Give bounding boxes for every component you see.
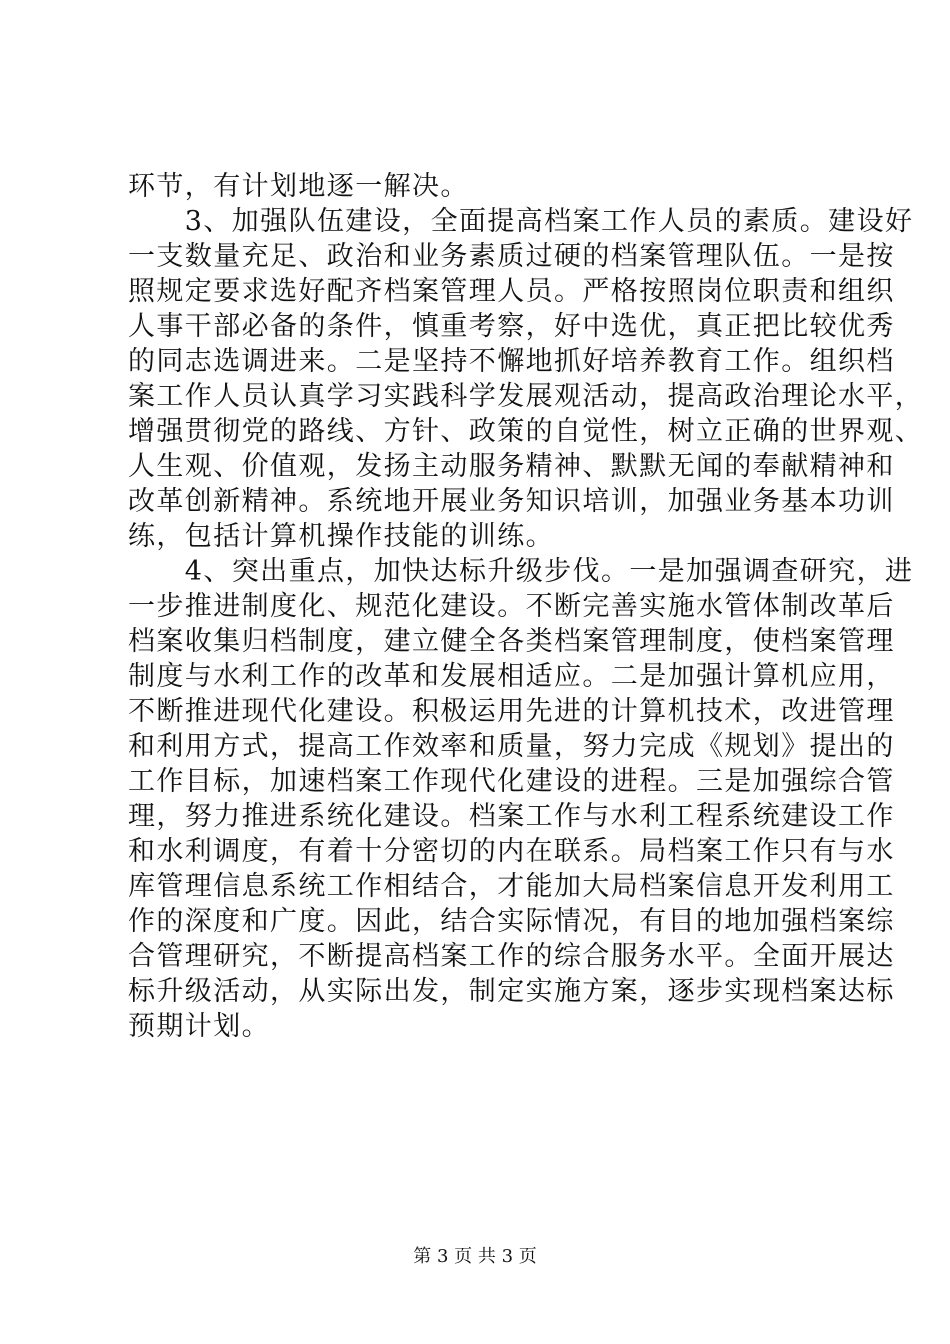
text-line: 库管理信息系统工作相结合，才能加大局档案信息开发利用工 <box>128 871 895 902</box>
text-line: 3、加强队伍建设，全面提高档案工作人员的素质。建设好 <box>128 206 914 237</box>
text-line: 和利用方式，提高工作效率和质量，努力完成《规划》提出的 <box>128 731 895 762</box>
text-line: 环节，有计划地逐一解决。 <box>128 171 469 202</box>
text-line: 合管理研究，不断提高档案工作的综合服务水平。全面开展达 <box>128 941 895 972</box>
text-line: 4、突出重点，加快达标升级步伐。一是加强调查研究，进 <box>128 556 914 587</box>
text-line: 理，努力推进系统化建设。档案工作与水利工程系统建设工作 <box>128 801 895 832</box>
text-line: 改革创新精神。系统地开展业务知识培训，加强业务基本功训 <box>128 486 895 517</box>
text-line: 增强贯彻党的路线、方针、政策的自觉性，树立正确的世界观、 <box>128 416 924 447</box>
text-line: 练，包括计算机操作技能的训练。 <box>128 521 554 552</box>
text-line: 工作目标，加速档案工作现代化建设的进程。三是加强综合管 <box>128 766 895 797</box>
text-line: 人事干部必备的条件，慎重考察，好中选优，真正把比较优秀 <box>128 311 895 342</box>
text-line: 的同志选调进来。二是坚持不懈地抓好培养教育工作。组织档 <box>128 346 895 377</box>
text-line: 标升级活动，从实际出发，制定实施方案，逐步实现档案达标 <box>128 976 895 1007</box>
text-line: 预期计划。 <box>128 1011 270 1042</box>
text-line: 和水利调度，有着十分密切的内在联系。局档案工作只有与水 <box>128 836 895 867</box>
page-number-footer: 第 3 页 共 3 页 <box>413 1246 537 1267</box>
text-line: 案工作人员认真学习实践科学发展观活动，提高政治理论水平， <box>128 381 924 412</box>
text-line: 不断推进现代化建设。积极运用先进的计算机技术，改进管理 <box>128 696 895 727</box>
text-line: 一支数量充足、政治和业务素质过硬的档案管理队伍。一是按 <box>128 241 895 272</box>
text-line: 一步推进制度化、规范化建设。不断完善实施水管体制改革后 <box>128 591 895 622</box>
text-line: 作的深度和广度。因此，结合实际情况，有目的地加强档案综 <box>128 906 895 937</box>
text-line: 档案收集归档制度，建立健全各类档案管理制度，使档案管理 <box>128 626 895 657</box>
text-line: 制度与水利工作的改革和发展相适应。二是加强计算机应用， <box>128 661 895 692</box>
text-line: 照规定要求选好配齐档案管理人员。严格按照岗位职责和组织 <box>128 276 895 307</box>
text-line: 人生观、价值观，发扬主动服务精神、默默无闻的奉献精神和 <box>128 451 895 482</box>
